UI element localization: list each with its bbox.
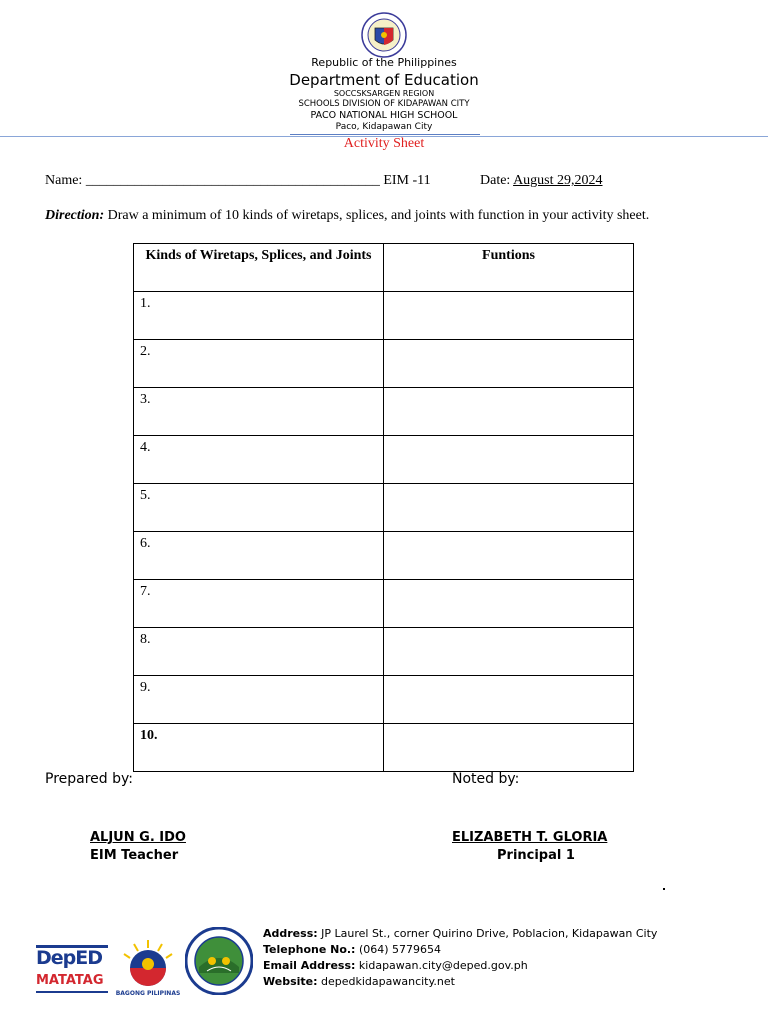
header-school: PACO NATIONAL HIGH SCHOOL xyxy=(310,110,458,121)
footer-contact xyxy=(263,926,657,990)
function-cell[interactable] xyxy=(384,340,634,388)
footer-email[interactable]: kidapawan.city@deped.gov.ph xyxy=(355,959,528,972)
name-label: Name: xyxy=(45,173,83,188)
stray-dot xyxy=(663,888,665,890)
function-cell[interactable] xyxy=(384,628,634,676)
row-number: 5. xyxy=(134,484,384,532)
principal-name: ELIZABETH T. GLORIA xyxy=(452,830,608,845)
row-number: 9. xyxy=(134,676,384,724)
row-number: 1. xyxy=(134,292,384,340)
row-number: 3. xyxy=(134,388,384,436)
footer-address-label: Address: xyxy=(263,927,318,940)
footer-website[interactable]: depedkidapawancity.net xyxy=(317,975,455,988)
row-number: 4. xyxy=(134,436,384,484)
date-value: August 29,2024 xyxy=(513,173,603,188)
function-cell[interactable] xyxy=(384,292,634,340)
function-cell[interactable] xyxy=(384,484,634,532)
name-row xyxy=(45,173,431,189)
activity-table xyxy=(133,243,634,772)
header-address: Paco, Kidapawan City xyxy=(335,122,433,132)
teacher-name: ALJUN G. IDO xyxy=(90,830,186,845)
function-cell[interactable] xyxy=(384,580,634,628)
footer-email-label: Email Address: xyxy=(263,959,356,972)
matatag-wordmark: MATATAG xyxy=(36,973,104,988)
date-label: Date: xyxy=(480,173,511,188)
footer-phone: (064) 5779654 xyxy=(355,943,442,956)
header-department: Department of Education xyxy=(289,71,479,89)
matatag-underline xyxy=(36,991,108,993)
function-cell[interactable] xyxy=(384,724,634,772)
direction xyxy=(45,208,649,224)
subject-label: EIM -11 xyxy=(383,173,431,188)
bagong-pilipinas-logo xyxy=(116,938,180,1000)
header-region: SOCCSKSARGEN REGION xyxy=(333,89,435,98)
division-seal xyxy=(185,927,253,995)
col-header-functions: Funtions xyxy=(384,244,634,292)
direction-text: Draw a minimum of 10 kinds of wiretaps, splices, and joints with function in your activity sheet. xyxy=(104,208,650,223)
deped-seal xyxy=(361,12,407,58)
col-header-kinds: Kinds of Wiretaps, Splices, and Joints xyxy=(134,244,384,292)
row-number: 6. xyxy=(134,532,384,580)
footer-address: JP Laurel St., corner Quirino Drive, Poblacion, Kidapawan City xyxy=(317,927,658,940)
date-row xyxy=(480,173,603,189)
bagong-pilipinas-text: BAGONG PILIPINAS xyxy=(115,990,181,997)
function-cell[interactable] xyxy=(384,388,634,436)
row-number: 8. xyxy=(134,628,384,676)
row-number: 10. xyxy=(134,724,384,772)
principal-title: Principal 1 xyxy=(497,848,575,863)
row-number: 7. xyxy=(134,580,384,628)
sheet-title: Activity Sheet xyxy=(343,136,425,151)
name-blank[interactable]: __________________________________________ xyxy=(85,173,380,188)
deped-matatag-logo xyxy=(36,937,108,1001)
footer-phone-label: Telephone No.: xyxy=(263,943,356,956)
prepared-label: Prepared by: xyxy=(45,771,133,787)
header-republic: Republic of the Philippines xyxy=(311,56,457,69)
header-rule-accent xyxy=(290,134,480,135)
deped-wordmark: DepED xyxy=(36,947,103,969)
teacher-title: EIM Teacher xyxy=(90,848,179,863)
row-number: 2. xyxy=(134,340,384,388)
direction-label: Direction: xyxy=(45,208,105,223)
noted-label: Noted by: xyxy=(452,771,520,787)
footer-website-label: Website: xyxy=(263,975,318,988)
header-division: SCHOOLS DIVISION OF KIDAPAWAN CITY xyxy=(298,99,470,109)
function-cell[interactable] xyxy=(384,676,634,724)
function-cell[interactable] xyxy=(384,436,634,484)
function-cell[interactable] xyxy=(384,532,634,580)
